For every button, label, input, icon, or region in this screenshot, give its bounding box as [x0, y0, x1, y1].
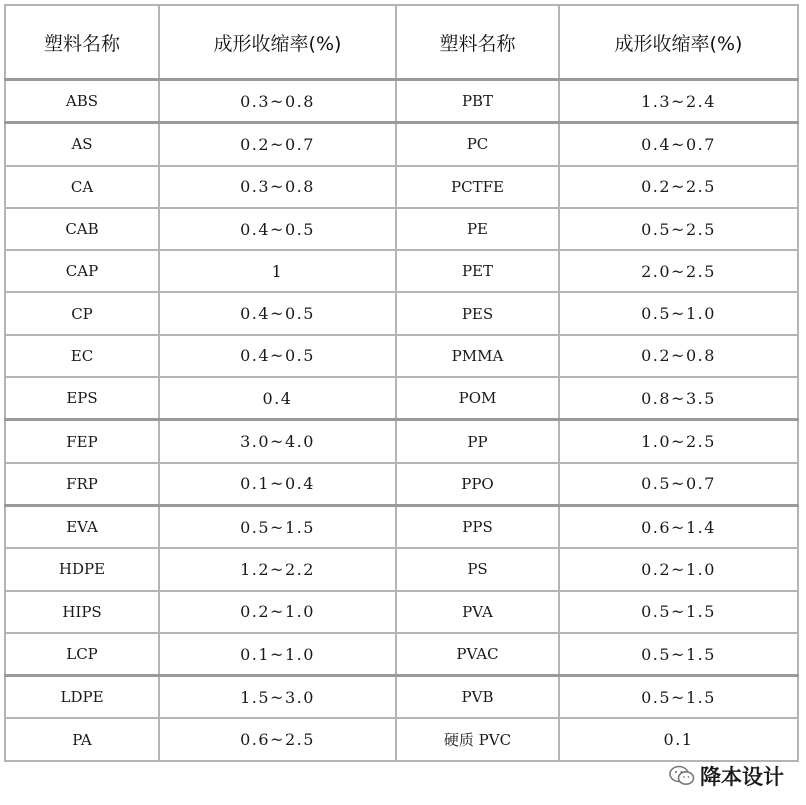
shrinkage-rate-cell: 0.4	[159, 377, 396, 420]
shrinkage-rate-cell: 0.1~1.0	[159, 633, 396, 676]
plastic-name-cell: FRP	[5, 463, 159, 506]
table-row	[5, 591, 798, 633]
plastic-name-cell: FEP	[5, 420, 159, 463]
watermark-text: 降本设计	[700, 765, 784, 789]
table-row	[5, 166, 798, 208]
shrinkage-rate-cell: 0.4~0.5	[159, 208, 396, 250]
wechat-icon	[668, 764, 696, 788]
plastic-name-cell: PC	[396, 123, 559, 166]
shrinkage-table	[4, 4, 799, 762]
shrinkage-rate-cell: 0.1~0.4	[159, 463, 396, 506]
plastic-name-cell: PA	[5, 718, 159, 760]
plastic-name-cell: AS	[5, 123, 159, 166]
plastic-name-cell: PPO	[396, 463, 559, 506]
shrinkage-rate-cell: 0.4~0.5	[159, 292, 396, 334]
table-row	[5, 250, 798, 292]
table-row	[5, 80, 798, 123]
plastic-name-cell: PP	[396, 420, 559, 463]
plastic-name-cell: PS	[396, 548, 559, 590]
shrinkage-rate-cell: 1.0~2.5	[559, 420, 798, 463]
plastic-name-cell: PVB	[396, 676, 559, 719]
shrinkage-rate-cell: 3.0~4.0	[159, 420, 396, 463]
shrinkage-rate-cell: 0.4~0.5	[159, 335, 396, 377]
shrinkage-rate-cell: 0.5~1.5	[559, 676, 798, 719]
plastic-name-cell: PES	[396, 292, 559, 334]
plastic-name-cell: LDPE	[5, 676, 159, 719]
plastic-name-cell: PBT	[396, 80, 559, 123]
plastic-name-cell: CA	[5, 166, 159, 208]
table-row	[5, 505, 798, 548]
plastic-name-cell: EPS	[5, 377, 159, 420]
table-row	[5, 335, 798, 377]
shrinkage-rate-cell: 0.5~1.0	[559, 292, 798, 334]
table-row	[5, 548, 798, 590]
table-container	[4, 4, 797, 762]
plastic-name-cell: CP	[5, 292, 159, 334]
plastic-name-cell: PVA	[396, 591, 559, 633]
plastic-name-cell: PPS	[396, 505, 559, 548]
plastic-name-cell: HDPE	[5, 548, 159, 590]
plastic-name-cell: 硬质 PVC	[396, 718, 559, 760]
plastic-name-cell: LCP	[5, 633, 159, 676]
header-plastic-name-2: 塑料名称	[396, 5, 559, 80]
plastic-name-cell: POM	[396, 377, 559, 420]
shrinkage-rate-cell: 2.0~2.5	[559, 250, 798, 292]
table-row	[5, 633, 798, 676]
table-row	[5, 420, 798, 463]
shrinkage-rate-cell: 0.6~1.4	[559, 505, 798, 548]
watermark	[668, 761, 784, 791]
plastic-name-cell: PCTFE	[396, 166, 559, 208]
table-row	[5, 377, 798, 420]
shrinkage-rate-cell: 0.2~1.0	[159, 591, 396, 633]
table-row	[5, 208, 798, 250]
shrinkage-rate-cell: 0.5~0.7	[559, 463, 798, 506]
header-shrinkage-rate-2: 成形收缩率(%)	[559, 5, 798, 80]
shrinkage-rate-cell: 0.6~2.5	[159, 718, 396, 760]
header-plastic-name-1: 塑料名称	[5, 5, 159, 80]
shrinkage-rate-cell: 1.5~3.0	[159, 676, 396, 719]
shrinkage-rate-cell: 0.2~2.5	[559, 166, 798, 208]
plastic-name-cell: PE	[396, 208, 559, 250]
shrinkage-rate-cell: 1.2~2.2	[159, 548, 396, 590]
table-row	[5, 123, 798, 166]
plastic-name-cell: HIPS	[5, 591, 159, 633]
plastic-name-cell: EC	[5, 335, 159, 377]
table-row	[5, 292, 798, 334]
shrinkage-rate-cell: 0.5~1.5	[559, 591, 798, 633]
plastic-name-cell: ABS	[5, 80, 159, 123]
shrinkage-rate-cell: 0.2~0.8	[559, 335, 798, 377]
shrinkage-rate-cell: 0.5~1.5	[559, 633, 798, 676]
table-row	[5, 463, 798, 506]
shrinkage-rate-cell: 0.2~1.0	[559, 548, 798, 590]
shrinkage-rate-cell: 0.4~0.7	[559, 123, 798, 166]
table-body	[5, 80, 798, 761]
shrinkage-rate-cell: 1.3~2.4	[559, 80, 798, 123]
shrinkage-rate-cell: 0.1	[559, 718, 798, 760]
plastic-name-cell: PVAC	[396, 633, 559, 676]
shrinkage-rate-cell: 0.5~1.5	[159, 505, 396, 548]
plastic-name-cell: PMMA	[396, 335, 559, 377]
plastic-name-cell: PET	[396, 250, 559, 292]
plastic-name-cell: CAP	[5, 250, 159, 292]
shrinkage-rate-cell: 0.3~0.8	[159, 166, 396, 208]
shrinkage-rate-cell: 0.3~0.8	[159, 80, 396, 123]
plastic-name-cell: CAB	[5, 208, 159, 250]
table-row	[5, 718, 798, 760]
shrinkage-rate-cell: 1	[159, 250, 396, 292]
shrinkage-rate-cell: 0.2~0.7	[159, 123, 396, 166]
shrinkage-rate-cell: 0.5~2.5	[559, 208, 798, 250]
shrinkage-rate-cell: 0.8~3.5	[559, 377, 798, 420]
plastic-name-cell: EVA	[5, 505, 159, 548]
header-shrinkage-rate-1: 成形收缩率(%)	[159, 5, 396, 80]
header-row	[5, 5, 798, 80]
table-row	[5, 676, 798, 719]
